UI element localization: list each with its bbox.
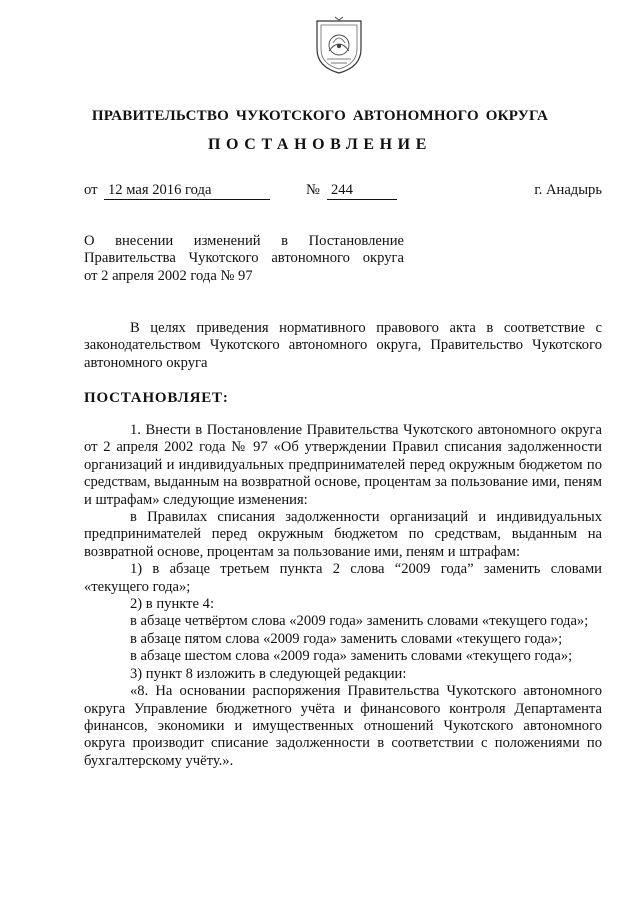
preamble-block <box>84 320 602 372</box>
document-city: г. Анадырь <box>534 182 602 198</box>
emblem-icon <box>313 15 365 75</box>
body-paragraph: 3) пункт 8 изложить в следующей редакции: <box>130 665 407 682</box>
document-type-title: ПОСТАНОВЛЕНИЕ <box>208 136 432 153</box>
decree-heading: ПОСТАНОВЛЯЕТ: <box>84 390 229 406</box>
date-prefix: от <box>84 182 98 198</box>
coat-of-arms-emblem <box>313 15 365 75</box>
document-date: 12 мая 2016 года <box>104 182 270 200</box>
government-name: ПРАВИТЕЛЬСТВО ЧУКОТСКОГО АВТОНОМНОГО ОКРУГА <box>91 108 549 124</box>
subject-line: Правительства Чукотского автономного округа <box>84 250 404 267</box>
body-paragraph: 2) в пункте 4: <box>130 596 215 613</box>
body-paragraph: «8. На основании распоряжения Правительства Чукотского автономного округа Управление бюджетного учёта и финансового контроля Департамента финансов, экономики и имущественных отношений Чукотского автономного округа производит списание задолженности в соответствии с положениями по бухгалтерскому учёту.». <box>84 683 602 769</box>
subject-line: О внесении изменений в Постановление <box>84 233 404 249</box>
subject-line: от 2 апреля 2002 года № 97 <box>84 267 253 284</box>
body-paragraph: в абзаце шестом слова «2009 года» заменить словами «текущего года»; <box>130 648 573 665</box>
body-paragraph: в абзаце пятом слова «2009 года» заменить словами «текущего года»; <box>130 630 563 647</box>
date-number-line <box>84 182 602 202</box>
body-paragraph: 1) в абзаце третьем пункта 2 слова “2009 года” заменить словами «текущего года»; <box>84 561 602 595</box>
body-paragraph: 1. Внести в Постановление Правительства Чукотского автономного округа от 2 апреля 2002 года № 97 «Об утверждении Правил списания задолженности организаций и индивидуальных предпринимателей перед окружным бюджетом по средствам, выданным на возвратной основе, процентам за пользование ими, пеням и штрафам» следующие изменения: <box>84 422 602 508</box>
decree-body <box>84 422 602 770</box>
number-sign: № <box>306 182 320 198</box>
document-subject <box>84 233 404 285</box>
body-paragraph: в абзаце четвёртом слова «2009 года» заменить словами «текущего года»; <box>130 613 589 630</box>
body-paragraph: в Правилах списания задолженности организаций и индивидуальных предпринимателей перед окружным бюджетом по средствам, выданным на возвратной основе, процентам за пользование ими, пеням и штрафам: <box>84 509 602 560</box>
preamble-paragraph: В целях приведения нормативного правового акта в соответствие с законодательством Чукотского автономного округа, Правительство Чукотского автономного округа <box>84 320 602 371</box>
document-number: 244 <box>327 182 397 200</box>
